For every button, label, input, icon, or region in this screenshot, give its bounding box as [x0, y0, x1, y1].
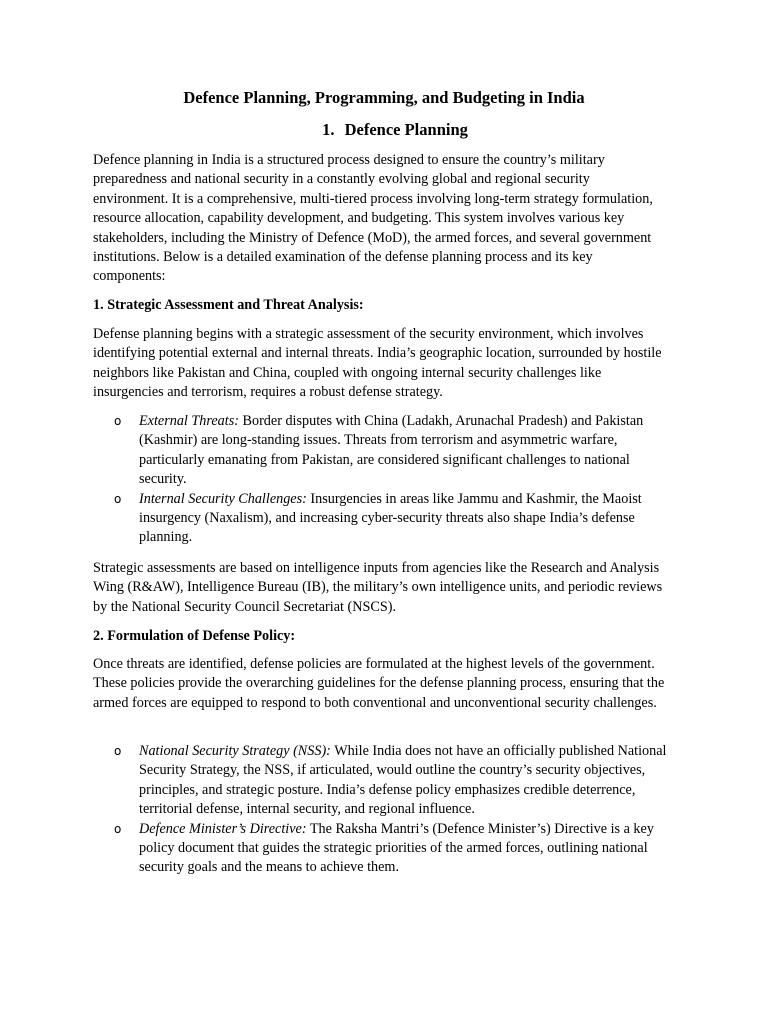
- bullet-marker: o: [114, 491, 122, 506]
- bullet-lead: Internal Security Challenges:: [139, 490, 307, 507]
- section-title: Defence Planning: [344, 120, 468, 139]
- list-item: [112, 490, 677, 548]
- policy-bullet-list: [112, 742, 677, 878]
- bullet-text: While India does not have an officially published National Security Strategy, the NSS, if articulated, would outline the country’s security objectives, principles, and strategic posture. India’s defense policy emphasizes credible deterrence, territorial defense, internal security, and regional influence.: [139, 743, 667, 818]
- bullet-lead: Defence Minister’s Directive:: [139, 820, 307, 837]
- list-item: [112, 742, 677, 820]
- document-title: Defence Planning, Programming, and Budgeting in India: [183, 88, 585, 107]
- subheading-defense-policy: 2. Formulation of Defense Policy:: [93, 628, 296, 644]
- subheading-strategic-assessment: 1. Strategic Assessment and Threat Analysis:: [93, 297, 364, 313]
- section-number: 1.: [322, 120, 335, 139]
- section-heading: [0, 120, 768, 140]
- bullet-lead: External Threats:: [139, 413, 239, 429]
- bullet-text: Insurgencies in areas like Jammu and Kashmir, the Maoist insurgency (Naxalism), and increasing cyber-security threats also shape India’s defense planning.: [139, 490, 642, 546]
- bullet-marker: o: [114, 744, 122, 758]
- intro-paragraph: Defence planning in India is a structured process designed to ensure the country’s military preparedness and national security in a constantly evolving global and regional security environment. It is a comprehensive, multi-tiered process involving long-term strategy formulation, resource allocation, capability development, and budgeting. This system involves various key stakeholders, including the Ministry of Defence (MoD), the armed forces, and several government institutions. Below is a detailed examination of the defense planning process and its key components:: [93, 152, 653, 285]
- bullet-text: The Raksha Mantri’s (Defence Minister’s) Directive is a key policy document that guides the strategic priorities of the armed forces, outlining national security goals and the means to achieve them.: [139, 820, 654, 876]
- bullet-marker: o: [114, 414, 122, 428]
- threat-bullet-list: [112, 412, 677, 548]
- bullet-lead: National Security Strategy (NSS):: [139, 743, 331, 759]
- strategic-assessment-paragraph: Defense planning begins with a strategic assessment of the security environment, which involves identifying potential external and internal threats. India’s geographic location, surrounded by hostile neighbors like Pakistan and China, coupled with ongoing internal security challenges like insurgencies and terrorism, requires a robust defense strategy.: [93, 326, 662, 401]
- bullet-text: Border disputes with China (Ladakh, Arunachal Pradesh) and Pakistan (Kashmir) are long-standing issues. Threats from terrorism and asymmetric warfare, particularly emanating from Pakistan, are considered significant challenges to national security.: [139, 413, 644, 488]
- list-item: [112, 820, 677, 878]
- defense-policy-paragraph: Once threats are identified, defense policies are formulated at the highest levels of the government. These policies provide the overarching guidelines for the defense planning process, ensuring that the armed forces are equipped to respond to both conventional and unconventional security challenges.: [93, 656, 665, 711]
- list-item: [112, 412, 677, 490]
- strategic-assessment-closing: Strategic assessments are based on intelligence inputs from agencies like the Research and Analysis Wing (R&AW), Intelligence Bureau (IB), the military’s own intelligence units, and periodic reviews by the National Security Council Secretariat (NSCS).: [93, 560, 663, 615]
- bullet-marker: o: [114, 821, 122, 836]
